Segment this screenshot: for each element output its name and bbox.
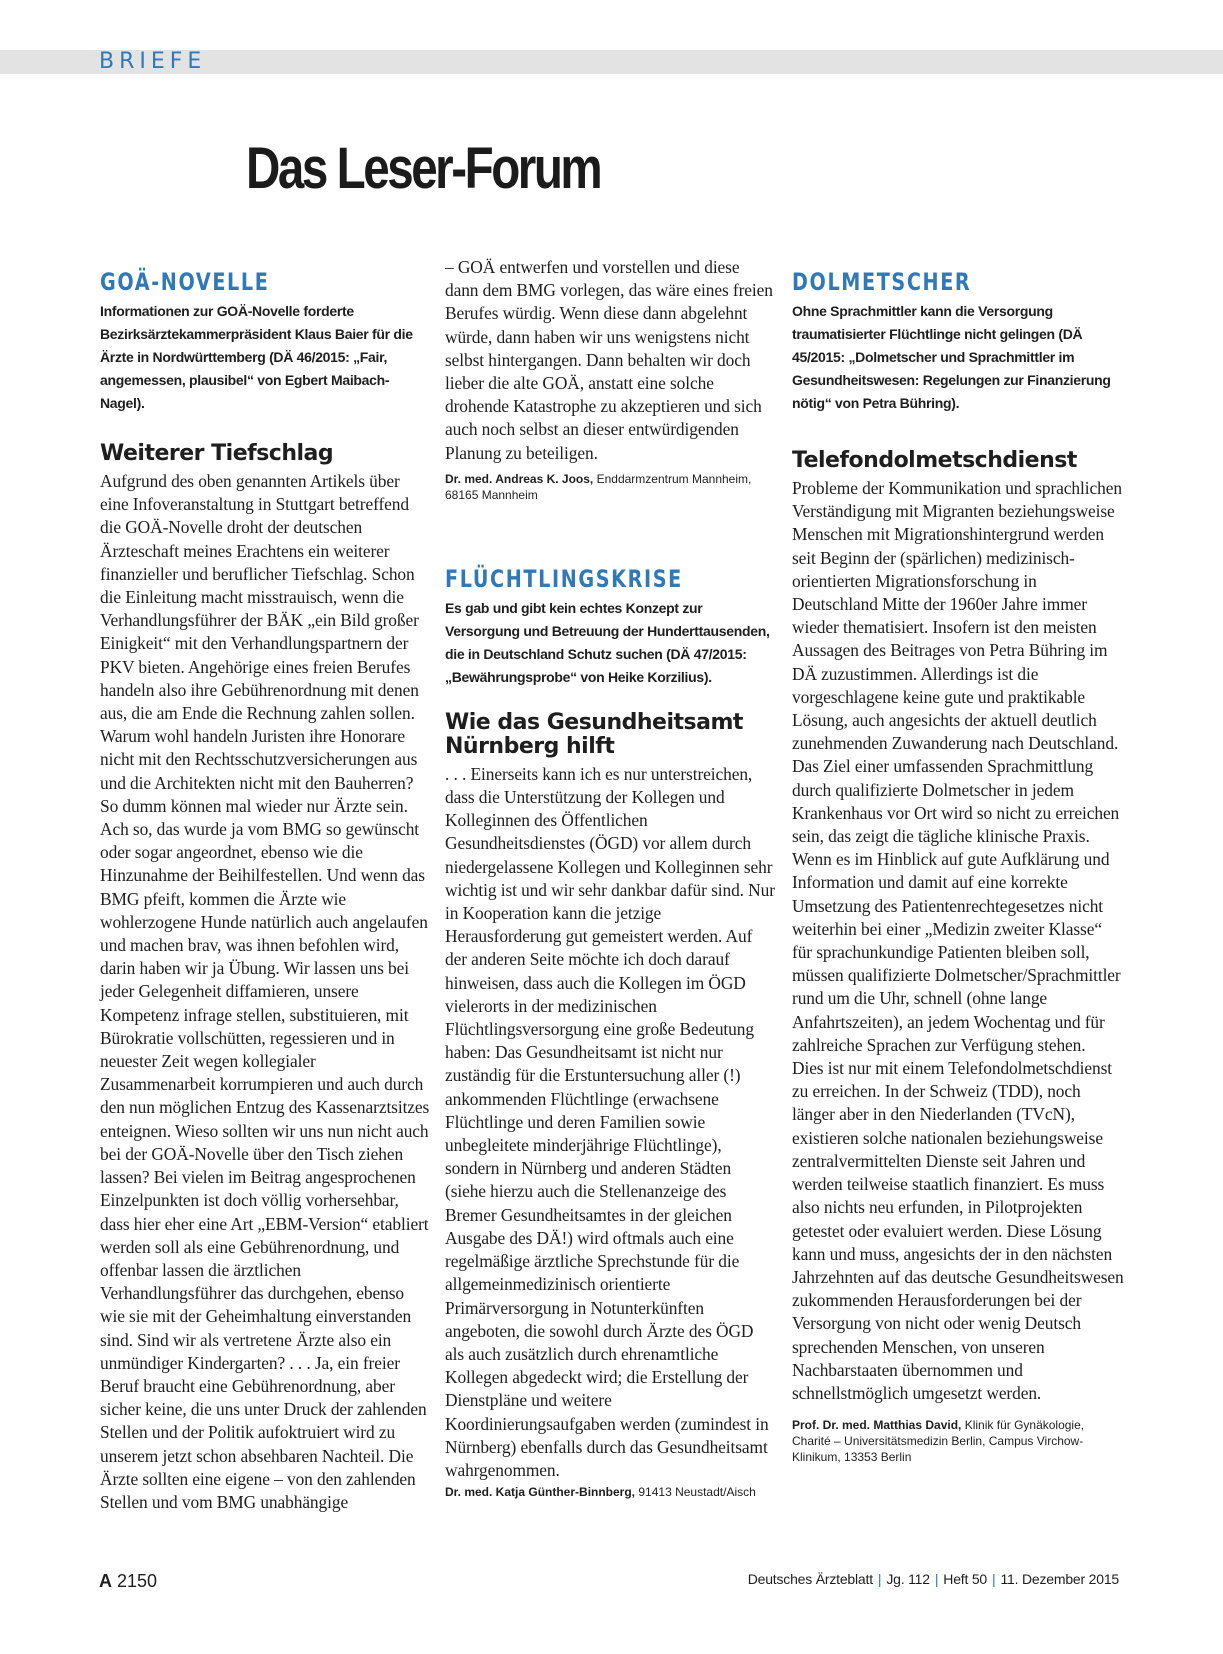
article-dolmetscher (792, 268, 1125, 1465)
letter-author (445, 1484, 775, 1500)
author-affiliation: 91413 Neustadt/Aisch (638, 1485, 756, 1500)
article-intro: Informationen zur GOÄ-Novelle forderte Bezirksärztekammerpräsident Klaus Baier für die Ärzte in Nordwürttemberg (DÄ 46/2015: „Fair, angemessen, plausibel“ von Egbert Maibach-Nagel). (100, 303, 413, 411)
letter-headline: Wie das Gesundheitsamt Nürnberg hilft (445, 709, 743, 759)
issue-info (748, 1571, 1119, 1587)
letter-body-paragraph-2: Dies ist nur mit einem Telefondolmetschdienst zu erreichen. In der Schweiz (TDD), noch länger aber in den Niederlanden (TVcN), existieren solche nationalen beziehungsweise zentralvermittelten Dienste seit Jahren und werden teilweise staatlich finanziert. Es muss also nichts neu erfunden, in Pilotprojekten getestet oder evaluiert werden. Diese Lösung kann und muss, angesichts der in den nächsten Jahrzehnten auf das deutsche Gesundheitswesen zukommenden Herausforderungen bei der Versorgung von nicht oder wenig Deutsch sprechenden Menschen, von unseren Nachbarstaaten übernommen und schnellstmöglich umgesetzt werden. (792, 1058, 1124, 1403)
author-affiliation: Klinik für Gynäkologie, Charité – Universitätsmedizin Berlin, Campus Virchow-Klinikum, 13353 Berlin (792, 1418, 1085, 1465)
page-number-value: 2150 (117, 1571, 158, 1591)
letter-body: . . . Einerseits kann ich es nur unterstreichen, dass die Unterstützung der Kollegen und Kolleginnen des Öffentlichen Gesundheitsdienstes (ÖGD) vor allem durch niedergelassene Kollegen und Kolleginnen sehr wichtig ist und wir sehr dankbar dafür sind. Nur in Kooperation kann die jetzige Herausforderung gut gemeistert werden. Auf der anderen Seite möchte ich doch darauf hinweisen, dass auch die Kollegen im ÖGD vielerorts in der medizinischen Flüchtlingsversorgung eine große Bedeutung haben: Das Gesundheitsamt ist nicht nur zuständig für die Erstuntersuchung aller (!) ankommenden Flüchtlinge (erwachsene Flüchtlinge und deren Familien sowie unbegleitete minderjährige Flüchtlinge), sondern in Nürnberg und anderen Städten (siehe hierzu auch die Stellenanzeige des Bremer Gesundheitsamtes in der gleichen Ausgabe des DÄ!) wird oftmals auch eine regelmäßige ärztliche Sprechstunde für die allgemeinmedizinisch orientierte Primärversorgung in Notunterkünften angeboten, die sowohl durch Ärzte des ÖGD als auch zusätzlich durch ehrenamtliche Kollegen abgedeckt wird; die Erstellung der Dienstpläne und weitere Koordinierungsaufgaben werden (zumindest in Nürnberg) ebenfalls durch das Gesundheitsamt wahrgenommen. (445, 763, 775, 1480)
letter-author (792, 1417, 1125, 1465)
page-title: Das Leser-Forum (246, 136, 601, 201)
letter-body: Aufgrund des oben genannten Artikels über eine Infoveranstaltung in Stuttgart betreffend die GOÄ-Novelle droht der deutschen Ärzteschaft meines Erachtens ein weiterer finanzieller und beruflicher Tiefschlag. Schon die Einleitung macht misstrauisch, wenn die Verhandlungsführer der BÄK „ein Bild großer Einigkeit“ mit den Verhandlungspartnern der PKV bieten. Angehörige eines freien Berufes handeln also ihre Gebührenordnung mit denen aus, die am Ende die Rechnung zahlen sollen. Warum wohl handeln Juristen ihre Honorare nicht mit den Rechtsschutzversicherungen aus und die Architekten nicht mit den Bauherren? So dumm können mal wieder nur Ärzte sein. Ach so, das wurde ja vom BMG so gewünscht oder sogar angeordnet, ebenso wie die Hinzunahme der Beihilfestellen. Und wenn das BMG pfeift, kommen die Ärzte wie wohlerzogene Hunde natürlich auch angelaufen und machen brav, was ihnen befohlen wird, darin haben wir ja Übung. Wir lassen uns bei jeder Gelegenheit diffamieren, unsere Kompetenz infrage stellen, substituieren, mit Bürokratie vollschütten, regessieren und in neuester Zeit wegen kollegialer Zusammenarbeit korrumpieren und auch durch den nun möglichen Entzug des Kassenarztsitzes enteignen. Wieso sollten wir uns nun nicht auch bei der GOÄ-Novelle über den Tisch ziehen lassen? Bei vielen im Beitrag angesprochenen Einzelpunkten ist doch völlig vorhersehbar, dass hier eher eine Art „EBM-Version“ etabliert werden soll als eine Gebührenordnung, und offenbar lassen die ärztlichen Verhandlungsführer das durchgehen, ebenso wie sie mit der Geheimhaltung einverstanden sind. Sind wir als vertretene Ärzte also ein unmündiger Kindergarten? . . . Ja, ein freier Beruf braucht eine Gebührenordnung, aber sicher keine, die uns unter Druck der zahlenden Stellen und der Politik aufoktruiert wird zu unserem jetzt schon absehbaren Nachteil. Die Ärzte sollten eine eigene – von den zahlenden Stellen und vom BMG unabhängige (100, 471, 430, 1512)
article-kicker: FLÜCHTLINGSKRISE (445, 564, 683, 593)
author-affiliation: Enddarmzentrum Mannheim, 68165 Mannheim (445, 471, 752, 502)
letter-headline: Telefondolmetschdienst (792, 448, 1077, 473)
letter-body: Probleme der Kommunikation und sprachlichen Verständigung mit Migranten beziehungsweise Menschen mit Migrationshintergrund werden seit Beginn der (spärlichen) medizinisch-orientierten Migrationsforschung in Deutschland Mitte der 1960er Jahre immer wieder thematisiert. Insofern ist den meisten Aussagen des Beitrages von Petra Bühring im DÄ zuzustimmen. Allerdings ist die vorgeschlagene keine gute und praktikable Lösung, auch angesichts der aktuell deutlich zunehmenden Zuwanderung nach Deutschland. Das Ziel einer umfassenden Sprachmittlung durch qualifizierte Dolmetscher in jedem Krankenhaus vor Ort wird so nicht zu erreichen sein, das zeigt die tägliche klinische Praxis. Wenn es im Hinblick auf gute Aufklärung und Information und damit auf eine korrekte Umsetzung des Patientenrechtegesetzes nicht weiterhin bei einer „Medizin zweiter Klasse“ für sprachunkundige Patienten bleiben soll, müssen qualifizierte Dolmetscher/Sprachmittler rund um die Uhr, schnell (ohne lange Anfahrtszeiten), an jedem Wochentag und für zahlreiche Sprachen zur Verfügung stehen. (792, 478, 1122, 1055)
author-name: Prof. Dr. med. Matthias David, (792, 1418, 962, 1433)
article-kicker: DOLMETSCHER (792, 268, 972, 296)
page-number (99, 1571, 157, 1592)
letter-headline: Weiterer Tiefschlag (100, 441, 334, 466)
article-intro: Es gab und gibt kein echtes Konzept zur Versorgung und Betreuung der Hunderttausenden, die in Deutschland Schutz suchen (DÄ 47/2015: „Bewährungsprobe“ von Heike Korzilius). (445, 599, 770, 685)
author-name: Dr. med. Katja Günther-Binnberg, (445, 1485, 636, 1500)
column-1 (100, 268, 430, 1514)
author-name: Dr. med. Andreas K. Joos, (445, 471, 594, 486)
column-3 (792, 268, 1125, 1465)
article-intro: Ohne Sprachmittler kann die Versorgung traumatisierter Flüchtlinge nicht gelingen (DÄ 45/2015: „Dolmetscher und Sprachmittler im Gesundheitswesen: Regelungen zur Finanzierung nötig“ von Petra Bühring). (792, 303, 1111, 411)
separator: | (934, 1571, 939, 1587)
volume: Jg. 112 (886, 1571, 930, 1587)
page-prefix: A (99, 1571, 112, 1591)
letter-author (445, 471, 775, 503)
article-kicker: GOÄ-NOVELLE (100, 268, 270, 296)
letter-body-continued: – GOÄ entwerfen und vorstellen und diese dann dem BMG vorlegen, das wäre eines freien Berufes würdig. Wenn diese dann abgelehnt würde, dann haben wir uns wenigstens nicht selbst hintergangen. Dann behalten wir doch lieber die alte GOÄ, anstatt eine solche drohende Katastrophe zu akzeptieren und sich auch noch selbst an dieser entwürdigenden Planung zu beteiligen. (445, 257, 773, 463)
article-fluechtlingskrise (445, 565, 775, 1500)
article-goae (100, 268, 430, 1514)
separator: | (877, 1571, 882, 1587)
publication-name: Deutsches Ärzteblatt (747, 1571, 873, 1587)
section-label: BRIEFE (99, 49, 207, 74)
column-2 (445, 256, 775, 1500)
separator: | (992, 1571, 996, 1587)
issue-number: Heft 50 (943, 1571, 988, 1587)
issue-date: 11. Dezember 2015 (1000, 1571, 1119, 1587)
